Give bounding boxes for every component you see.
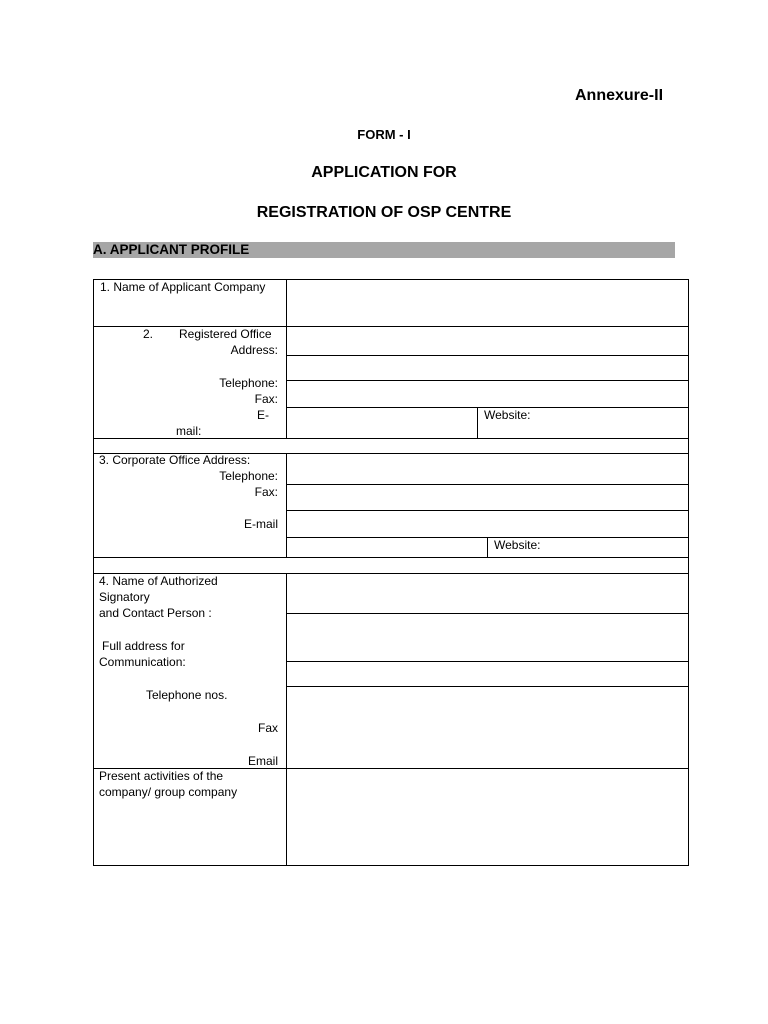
signatory-address-label-line1: Full address for bbox=[102, 639, 185, 653]
corporate-address-field[interactable] bbox=[287, 454, 688, 484]
registered-address-field-2[interactable] bbox=[287, 356, 688, 380]
signatory-telephone-field[interactable] bbox=[287, 662, 688, 686]
signatory-email-label: Email bbox=[247, 754, 278, 768]
present-activities-label-line1: Present activities of the bbox=[99, 769, 224, 783]
signatory-address-field[interactable] bbox=[287, 614, 688, 661]
form-title-line2: REGISTRATION OF OSP CENTRE bbox=[256, 204, 512, 221]
registered-fax-label: Fax: bbox=[254, 392, 278, 406]
corporate-email-label: E-mail bbox=[243, 517, 278, 531]
corporate-telephone-label: Telephone: bbox=[219, 469, 278, 483]
corporate-email-field[interactable] bbox=[287, 511, 688, 537]
corporate-fax-field[interactable] bbox=[287, 485, 688, 510]
company-name-field[interactable] bbox=[287, 280, 688, 326]
corporate-office-label: 3. Corporate Office Address: bbox=[99, 453, 251, 467]
form-number: FORM - I bbox=[357, 127, 411, 142]
corporate-fax-label: Fax: bbox=[254, 485, 278, 499]
signatory-address-label-line2: Communication: bbox=[99, 655, 186, 669]
section-heading: A. APPLICANT PROFILE bbox=[93, 242, 250, 257]
row-divider bbox=[93, 557, 689, 558]
registered-address-label: Address: bbox=[230, 343, 278, 357]
signatory-fax-label: Fax bbox=[257, 721, 278, 735]
present-activities-field[interactable] bbox=[287, 769, 688, 865]
registered-email-label-cont: mail: bbox=[176, 424, 202, 438]
registered-address-field[interactable] bbox=[287, 327, 688, 355]
signatory-fax-email-field[interactable] bbox=[287, 687, 688, 768]
signatory-telephone-label: Telephone nos. bbox=[146, 688, 228, 702]
signatory-label-line2: Signatory bbox=[99, 590, 150, 604]
present-activities-label-line2: company/ group company bbox=[99, 785, 238, 799]
registered-telephone-label: Telephone: bbox=[219, 376, 278, 390]
form-title-line1: APPLICATION FOR bbox=[311, 164, 457, 181]
registered-website-label: Website: bbox=[484, 408, 531, 422]
registered-email-label: E- bbox=[257, 408, 269, 422]
table-border-bottom bbox=[93, 865, 689, 866]
company-name-label: 1. Name of Applicant Company bbox=[100, 280, 266, 294]
signatory-label-line1: 4. Name of Authorized bbox=[99, 574, 218, 588]
registered-telephone-fax-field[interactable] bbox=[287, 381, 688, 407]
registered-office-number: 2. bbox=[143, 327, 154, 341]
signatory-name-field[interactable] bbox=[287, 574, 688, 613]
signatory-label-line3: and Contact Person : bbox=[99, 606, 212, 620]
registered-email-field[interactable] bbox=[287, 408, 477, 438]
registered-office-label: Registered Office bbox=[179, 327, 272, 341]
annexure-label: Annexure-II bbox=[575, 87, 664, 104]
corporate-extra-field[interactable] bbox=[287, 538, 487, 557]
corporate-website-label: Website: bbox=[494, 538, 541, 552]
